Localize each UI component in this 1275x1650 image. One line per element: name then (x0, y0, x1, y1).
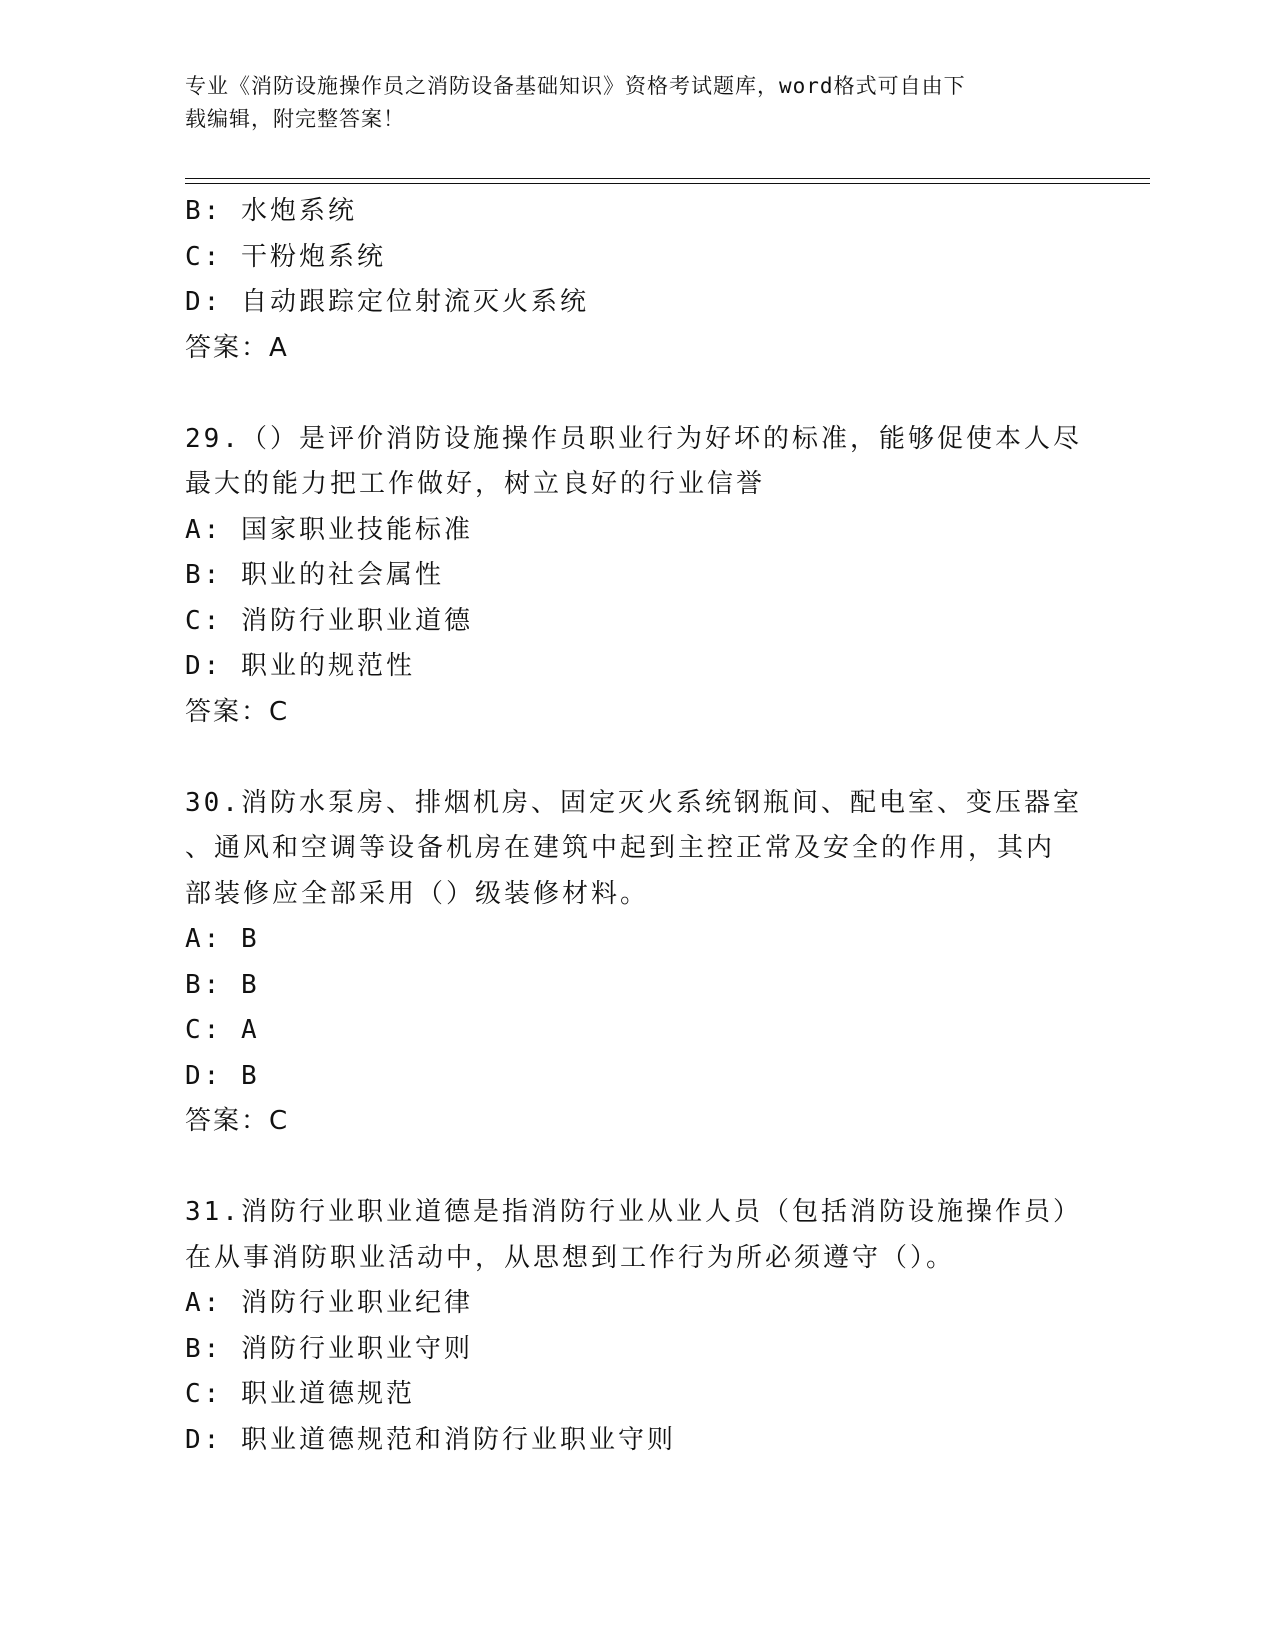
option-b: B: 水炮系统 (185, 196, 357, 226)
question-31 (185, 1190, 1085, 1463)
option-a: A: 消防行业职业纪律 (185, 1288, 473, 1318)
option-c: C: 职业道德规范 (185, 1379, 415, 1409)
question-text-line: 31.消防行业职业道德是指消防行业从业人员（包括消防设施操作员） (185, 1197, 1082, 1227)
option-c: C: 干粉炮系统 (185, 241, 386, 272)
question-29 (185, 417, 1085, 736)
question-text-line: 部装修应全部采用（）级装修材料。 (185, 878, 650, 909)
spacer (185, 735, 1085, 781)
question-28-tail (185, 189, 1085, 371)
option-a: A: B (185, 924, 260, 954)
header-divider-top (185, 178, 1150, 179)
option-b: B: B (185, 969, 260, 1000)
question-text-line: 、通风和空调等设备机房在建筑中起到主控正常及安全的作用，其内 (185, 833, 1056, 863)
spacer (185, 1145, 1085, 1191)
spacer (185, 371, 1085, 417)
question-text-line: 29.（）是评价消防设施操作员职业行为好坏的标准，能够促使本人尽 (185, 423, 1082, 454)
question-text-line: 在从事消防职业活动中，从思想到工作行为所必须遵守（）。 (185, 1242, 956, 1273)
option-d: D: 职业的规范性 (185, 651, 415, 681)
header-divider-bottom (185, 183, 1150, 184)
option-c: C: A (185, 1015, 260, 1045)
question-text-line: 30.消防水泵房、排烟机房、固定灭火系统钢瓶间、配电室、变压器室 (185, 787, 1082, 818)
answer-line: 答案：C (185, 696, 290, 727)
question-text-line: 最大的能力把工作做好，树立良好的行业信誉 (185, 469, 766, 499)
option-d: D: 职业道德规范和消防行业职业守则 (185, 1424, 676, 1455)
option-b: B: 职业的社会属性 (185, 560, 444, 590)
answer-line: 答案：C (185, 1106, 290, 1136)
document-header (185, 70, 1065, 136)
question-30 (185, 781, 1085, 1145)
header-line-1: 专业《消防设施操作员之消防设备基础知识》资格考试题库，word格式可自由下 (185, 74, 966, 98)
option-c: C: 消防行业职业道德 (185, 605, 473, 636)
option-a: A: 国家职业技能标准 (185, 514, 473, 545)
option-d: D: B (185, 1060, 260, 1091)
header-line-2: 载编辑，附完整答案！ (185, 107, 405, 131)
question-list (185, 189, 1085, 1463)
answer-line: 答案：A (185, 332, 289, 363)
option-b: B: 消防行业职业守则 (185, 1333, 473, 1364)
option-d: D: 自动跟踪定位射流灭火系统 (185, 287, 589, 317)
